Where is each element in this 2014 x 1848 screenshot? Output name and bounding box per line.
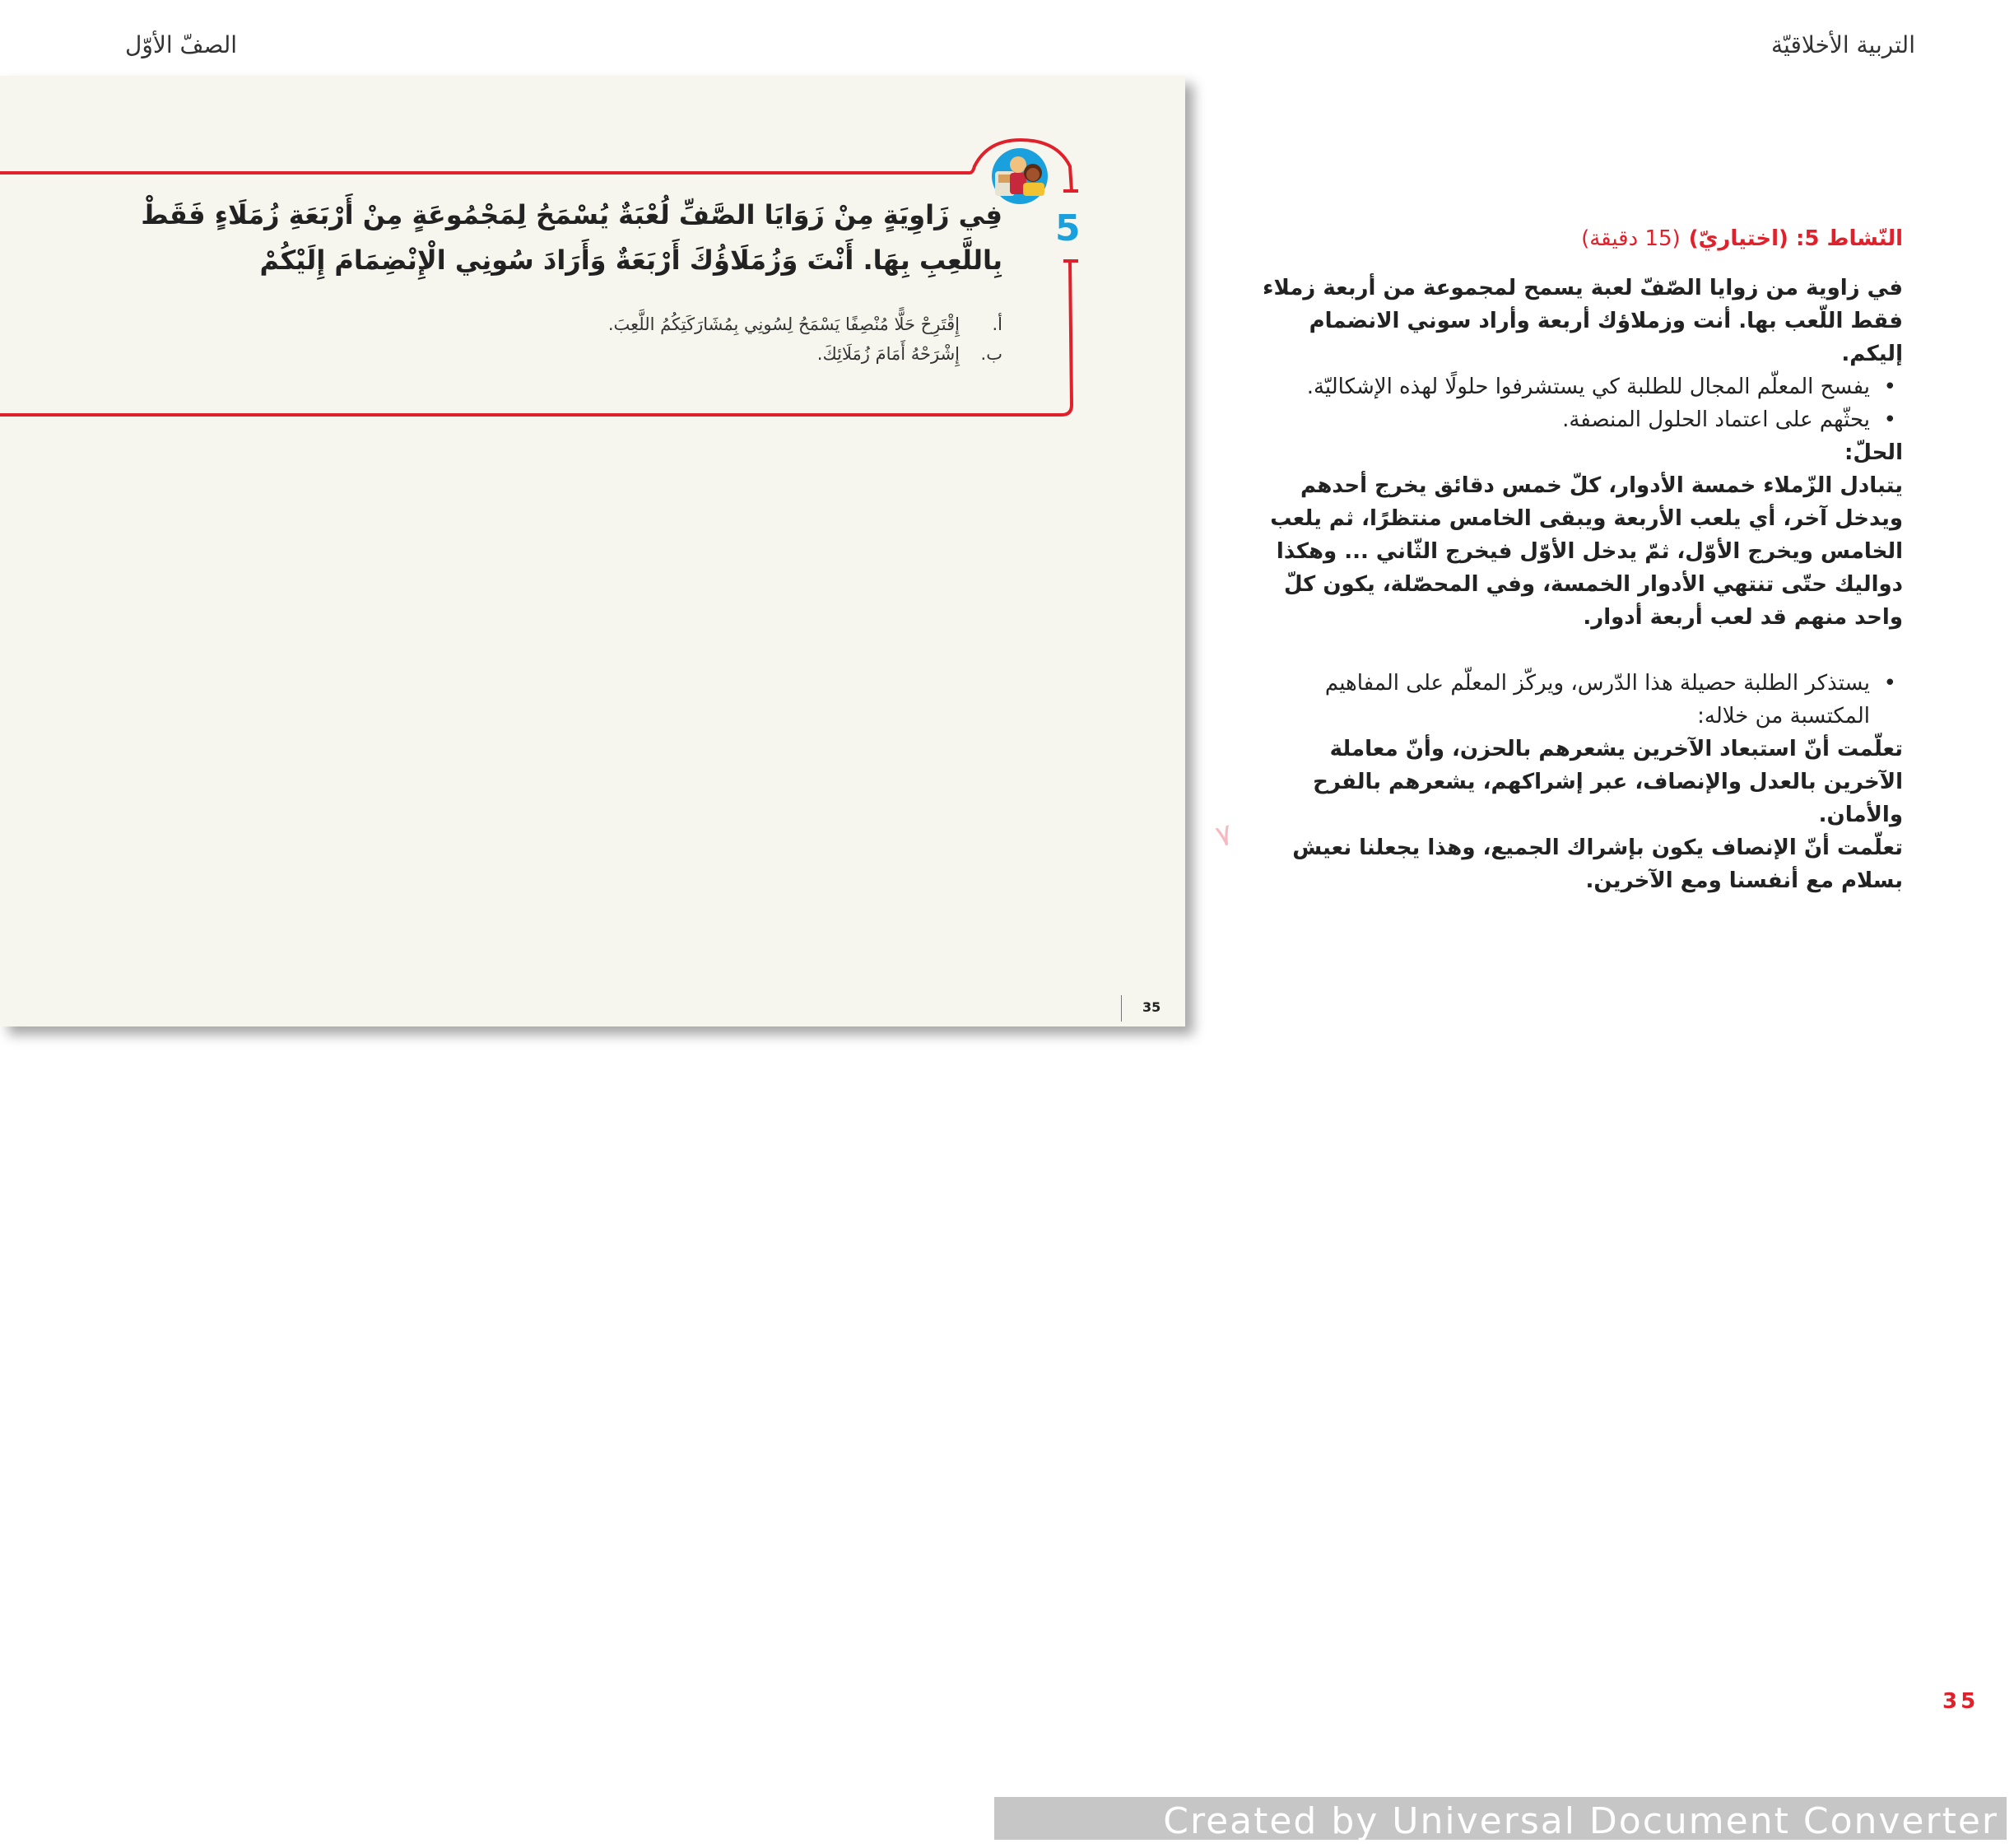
activity-number: 5 <box>1055 207 1081 249</box>
solution-label: الحلّ: <box>1844 440 1903 465</box>
spacer <box>1261 634 1903 667</box>
question-line-1: فِي زَاوِيَةٍ مِنْ زَوَايَا الصَّفِّ لُعْبَةٌ يُسْمَحُ لِمَجْمُوعَةٍ مِنْ أَرْبَعَةِ زُمَلَاءٍ فَقَطْ <box>141 199 1002 230</box>
solution-text: يتبادل الزّملاء خمسة الأدوار، كلّ خمس دقائق يخرج أحدهم ويدخل آخر، أي يلعب الأربعة ويبقى الخامس منتظرًا، ثم يلعب الخامس ويخرج الأوّل، ثمّ يدخل الأوّل فيخرج الثّاني ... وهكذا دواليك حتّى تنتهي الأدوار الخمسة، وفي المحصّلة، يكون كلّ واحد منهم قد لعب أربعة أدوار. <box>1270 473 1903 630</box>
children-avatar-icon <box>975 140 1064 206</box>
grade-header: الصفّ الأوّل <box>125 31 238 58</box>
guide-bullet-3: • يستذكر الطلبة حصيلة هذا الدّرس، ويركّز المعلّم على المفاهيم المكتسبة من خلاله: <box>1261 667 1903 733</box>
sub-question-a <box>608 314 1002 334</box>
sub-b-marker: ب. <box>980 344 1002 364</box>
sub-question-b <box>817 344 1002 364</box>
question-line-2: بِاللَّعِبِ بِهَا. أَنْتَ وَزُمَلَاؤُكَ أَرْبَعَةٌ وَأَرَادَ سُونِي الْإِنْضِمَامَ إِلَيْكُمْ <box>259 244 1002 276</box>
activity-title <box>1261 222 1903 255</box>
decorative-glyph: ٧ <box>1212 817 1237 854</box>
sub-b-text: إِشْرَحْهُ أَمَامَ زُمَلَائِكَ. <box>816 344 960 364</box>
teacher-guide <box>1261 222 1903 897</box>
activity-duration: (15 دقيقة) <box>1581 226 1681 251</box>
learned-outcome-1: تعلّمت أنّ استبعاد الآخرين يشعرهم بالحزن، وأنّ معاملة الآخرين بالعدل والإنصاف، عبر إشراكهم، يشعرهم بالفرح والأمان. <box>1313 737 1903 827</box>
converter-banner-text: Created by Universal Document Converter <box>1163 1800 1998 1842</box>
student-book-page <box>0 76 1185 1026</box>
activity-title-label: النّشاط 5: (اختياريّ) <box>1688 226 1903 251</box>
page-number: 35 <box>1942 1689 1979 1714</box>
converter-banner <box>994 1797 2007 1840</box>
guide-question: في زاوية من زوايا الصّفّ لعبة يسمح لمجموعة من أربعة زملاء فقط اللّعب بها. أنت وزملاؤك أربعة وأراد سوني الانضمام إليكم. <box>1263 276 1903 366</box>
sub-a-marker: أ. <box>992 314 1002 334</box>
book-page-number: 35 <box>1142 999 1161 1015</box>
sub-a-text: إِقْتَرِحْ حَلًّا مُنْصِفًا يَسْمَحُ لِسُونِي بِمُشَارَكَتِكُمُ اللَّعِبَ. <box>607 314 960 334</box>
learned-outcome-2: تعلّمت أنّ الإنصاف يكون بإشراك الجميع، وهذا يجعلنا نعيش بسلام مع أنفسنا ومع الآخرين. <box>1292 836 1903 893</box>
subject-header: التربية الأخلاقيّة <box>1771 31 1915 58</box>
guide-bullet-2: • يحثّهم على اعتماد الحلول المنصفة. <box>1261 403 1903 436</box>
page-number-divider <box>1121 995 1122 1022</box>
guide-bullet-1: • يفسح المعلّم المجال للطلبة كي يستشرفوا حلولًا لهذه الإشكاليّة. <box>1261 370 1903 403</box>
